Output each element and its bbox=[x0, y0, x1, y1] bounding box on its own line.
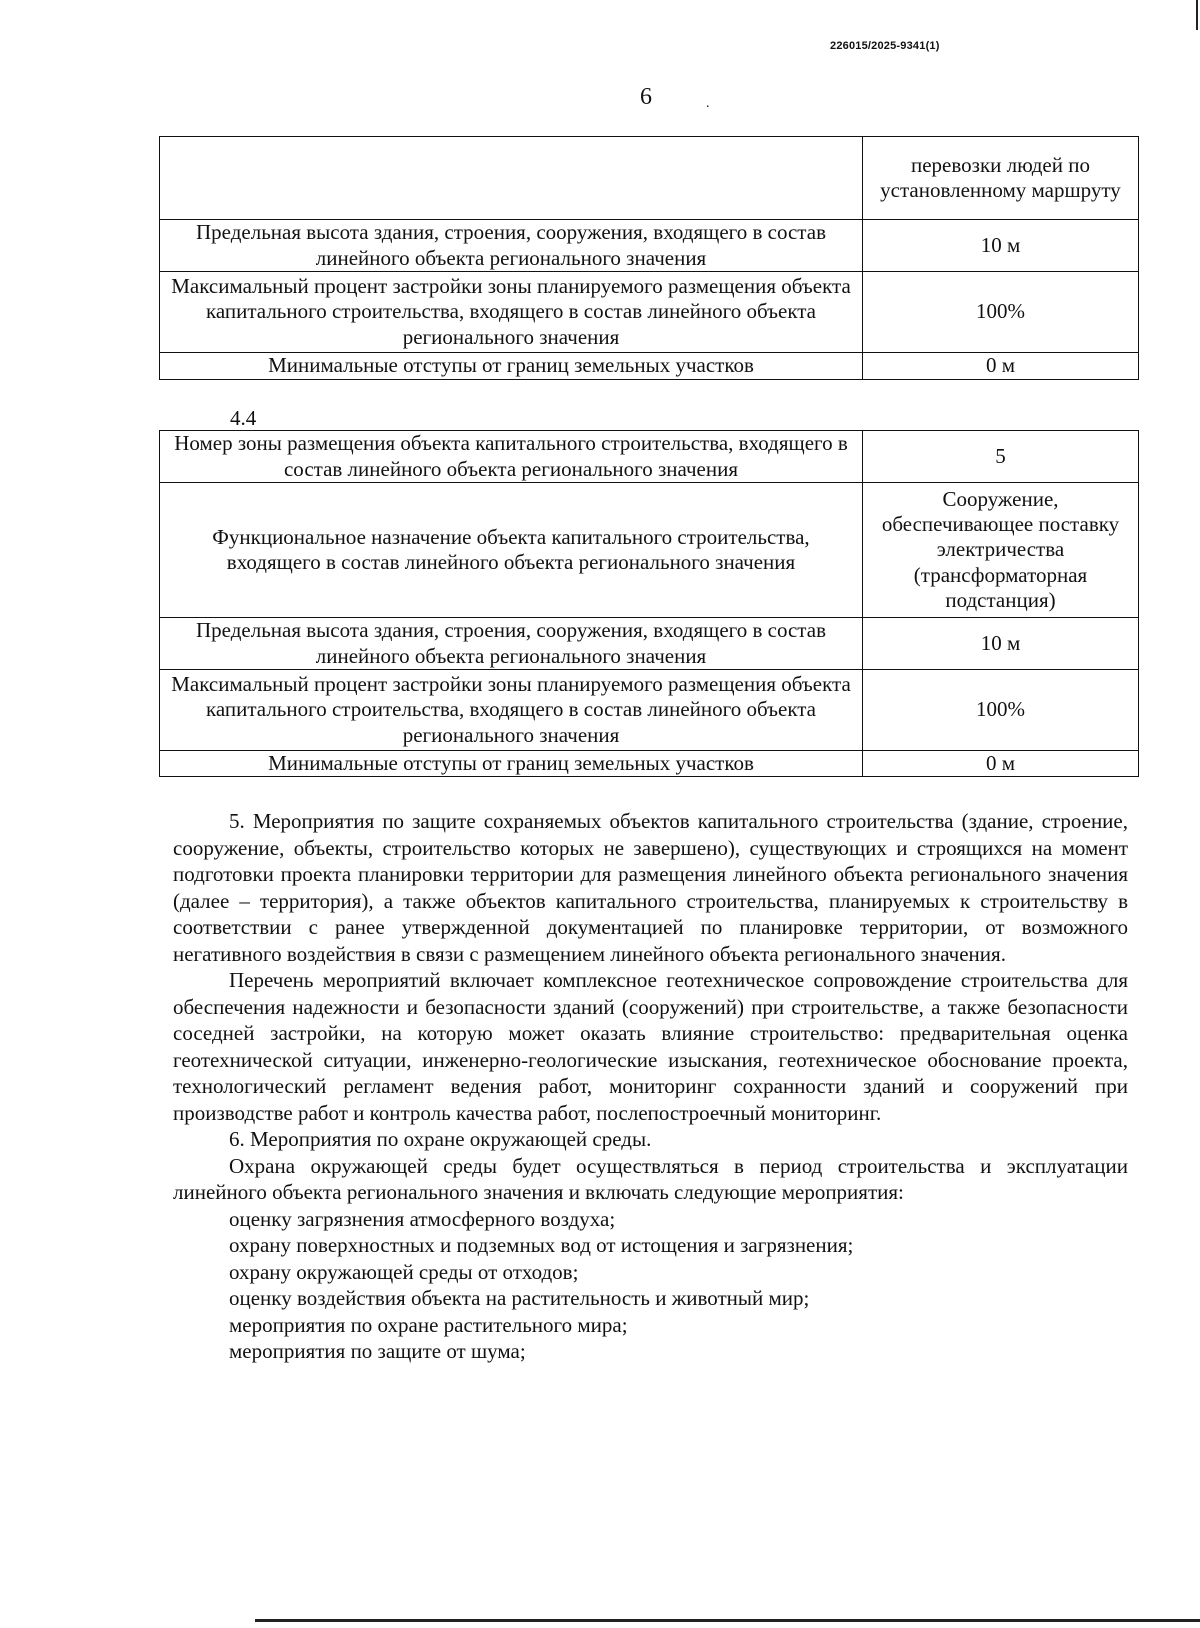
table-cell-label: Максимальный процент застройки зоны планируемого размещения объекта капитального строительства, входящего в состав линейного объекта регионального значения bbox=[160, 670, 863, 751]
scan-edge-bottom bbox=[255, 1619, 1200, 1622]
list-item: охрану окружающей среды от отходов; bbox=[229, 1259, 579, 1284]
list-item: оценку воздействия объекта на растительность и животный мир; bbox=[229, 1286, 810, 1310]
table-row bbox=[160, 353, 1139, 380]
section-6-heading: 6. Мероприятия по охране окружающей среды. bbox=[229, 1127, 652, 1151]
list-item: охрану поверхностных и подземных вод от истощения и загрязнения; bbox=[229, 1233, 854, 1257]
table-row bbox=[160, 618, 1139, 670]
list-item: мероприятия по охране растительного мира; bbox=[229, 1312, 628, 1337]
table-row bbox=[160, 483, 1139, 618]
scan-edge-right bbox=[1196, 0, 1198, 30]
table-row bbox=[160, 220, 1139, 272]
table-cell-value: 0 м bbox=[863, 751, 1139, 777]
table-cell-label: Функциональное назначение объекта капитального строительства, входящего в состав линейного объекта регионального значения bbox=[160, 483, 863, 618]
table-row bbox=[160, 670, 1139, 751]
zone-5-parameters-table bbox=[159, 430, 1139, 777]
table-cell-value: 0 м bbox=[863, 353, 1139, 380]
table-cell-value: 10 м bbox=[863, 618, 1139, 670]
table-cell-label bbox=[160, 137, 863, 220]
table-cell-label: Номер зоны размещения объекта капитального строительства, входящего в состав линейного объекта регионального значения bbox=[160, 431, 863, 483]
page-mark: . bbox=[706, 96, 710, 111]
list-item: мероприятия по защите от шума; bbox=[229, 1339, 526, 1363]
table-cell-value: перевозки людей по установленному маршруту bbox=[863, 137, 1139, 220]
table-row bbox=[160, 137, 1139, 220]
table-cell-label: Минимальные отступы от границ земельных участков bbox=[160, 751, 863, 777]
table-cell-value: 10 м bbox=[863, 220, 1139, 272]
document-number: 226015/2025-9341(1) bbox=[830, 40, 940, 52]
table-cell-value: 5 bbox=[863, 431, 1139, 483]
table-row bbox=[160, 751, 1139, 777]
table-cell-label: Предельная высота здания, строения, сооружения, входящего в состав линейного объекта регионального значения bbox=[160, 220, 863, 272]
table-cell-label: Минимальные отступы от границ земельных участков bbox=[160, 353, 863, 380]
section-5-paragraph: 5. Мероприятия по защите сохраняемых объектов капитального строительства (здание, строение, сооружение, объекты, строительство которых не завершено), существующих и строящихся на момент подготовки проекта планировки территории для размещения линейного объекта регионального значения (далее – территория), а также объектов капитального строительства, планируемых к строительству в соответствии с ранее утвержденной документацией по планировке территории, от возможного негативного воздействия в связи с размещением линейного объекта регионального значения. bbox=[173, 809, 1128, 966]
table-cell-value: Сооружение, обеспечивающее поставку электричества (трансформаторная подстанция) bbox=[863, 483, 1139, 618]
table-label: 4.4 bbox=[230, 406, 257, 430]
table-cell-label: Максимальный процент застройки зоны планируемого размещения объекта капитального строительства, входящего в состав линейного объекта регионального значения bbox=[160, 272, 863, 353]
environmental-measures-list bbox=[173, 1206, 1128, 1365]
page-number: 6 bbox=[640, 84, 652, 110]
table-cell-value: 100% bbox=[863, 670, 1139, 751]
table-cell-label: Предельная высота здания, строения, сооружения, входящего в состав линейного объекта регионального значения bbox=[160, 618, 863, 670]
table-row bbox=[160, 431, 1139, 483]
section-6-paragraph: Охрана окружающей среды будет осуществляться в период строительства и эксплуатации линейного объекта регионального значения и включать следующие мероприятия: bbox=[173, 1153, 1128, 1204]
list-item: оценку загрязнения атмосферного воздуха; bbox=[229, 1206, 616, 1231]
zone-parameters-table-continued bbox=[159, 136, 1139, 380]
table-row bbox=[160, 272, 1139, 353]
section-5-measures-paragraph: Перечень мероприятий включает комплексное геотехническое сопровождение строительства для обеспечения надежности и безопасности зданий (сооружений) при строительстве, а также безопасности соседней застройки, на которую может оказать влияние строительство: предварительная оценка геотехнической ситуации, инженерно-геологические изыскания, геотехническое обоснование проекта, технологический регламент ведения работ, мониторинг сохранности зданий и сооружений при производстве работ и контроль качества работ, послепостроечный мониторинг. bbox=[173, 968, 1128, 1125]
table-cell-value: 100% bbox=[863, 272, 1139, 353]
body-text bbox=[173, 808, 1128, 1365]
